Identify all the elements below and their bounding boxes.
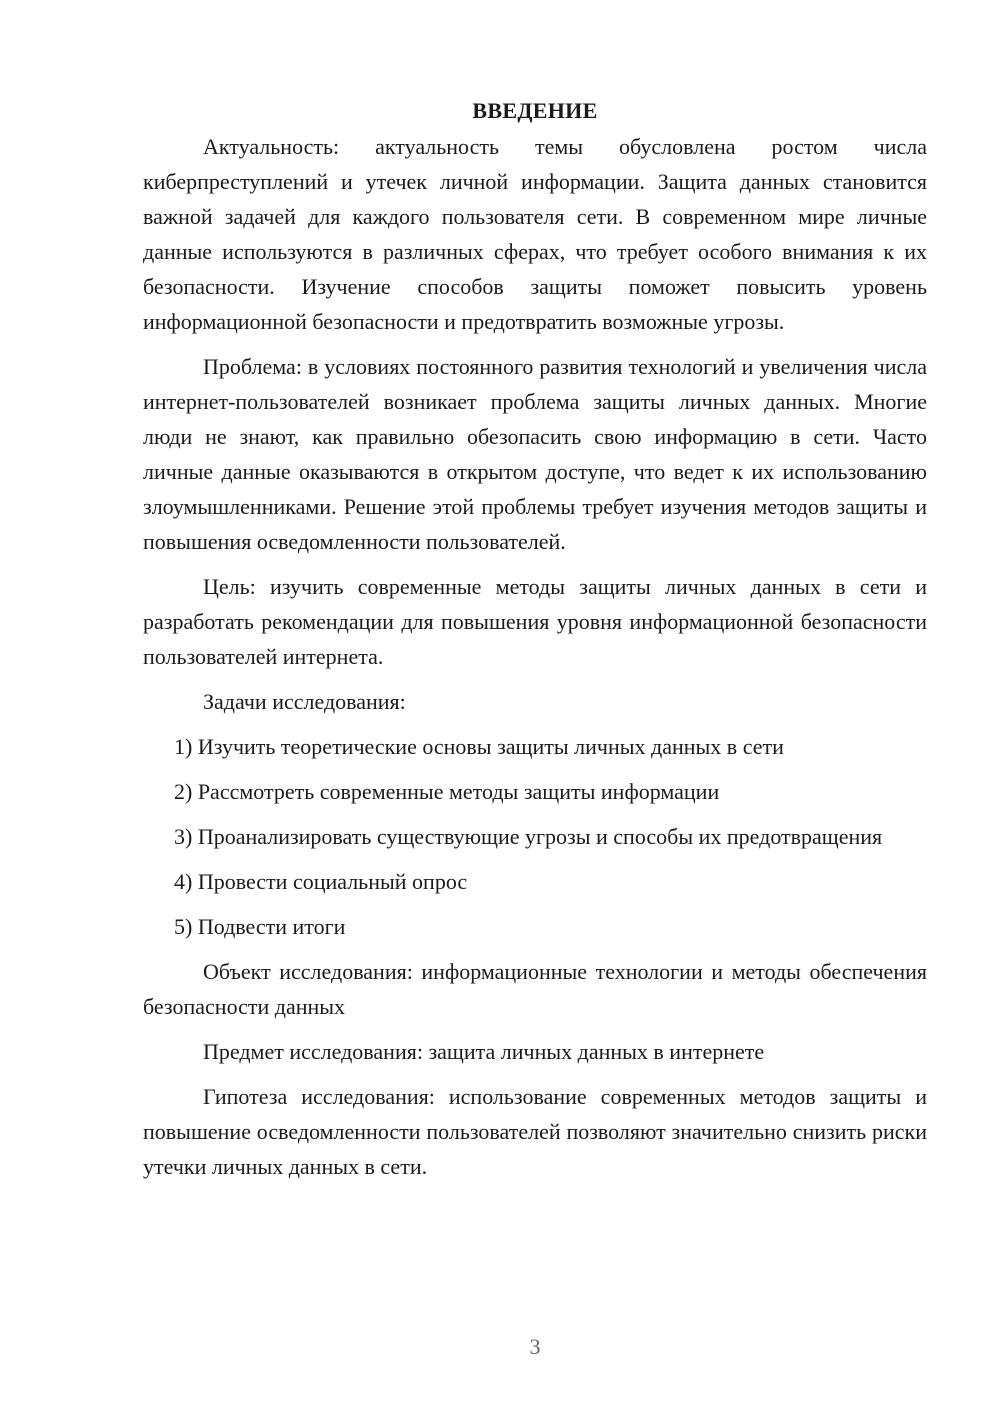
page-number: 3	[529, 1334, 541, 1359]
page-content	[143, 93, 927, 1194]
paragraph-goal: Цель: изучить современные методы защиты личных данных в сети и разработать рекомендации для повышения уровня информационной безопасности пользователей интернета.	[143, 574, 927, 669]
paragraph-object: Объект исследования: информационные технологии и методы обеспечения безопасности данных	[143, 959, 927, 1019]
task-item-5: 5) Подвести итоги	[174, 914, 346, 939]
task-item-2: 2) Рассмотреть современные методы защиты информации	[174, 779, 720, 804]
paragraph-problem: Проблема: в условиях постоянного развития технологий и увеличения числа интернет-пользователей возникает проблема защиты личных данных. Многие люди не знают, как правильно обезопасить свою информацию в сети. Часто личные данные оказываются в открытом доступе, что ведет к их использованию злоумышленниками. Решение этой проблемы требует изучения методов защиты и повышения осведомленности пользователей.	[143, 354, 927, 554]
paragraph-hypothesis: Гипотеза исследования: использование современных методов защиты и повышение осведомленности пользователей позволяют значительно снизить риски утечки личных данных в сети.	[143, 1084, 927, 1179]
task-item-1: 1) Изучить теоретические основы защиты личных данных в сети	[174, 734, 784, 759]
task-item-4: 4) Провести социальный опрос	[174, 869, 468, 894]
paragraph-relevance: Актуальность: актуальность темы обусловлена ростом числа киберпреступлений и утечек личной информации. Защита данных становится важной задачей для каждого пользователя сети. В современном мире личные данные используются в различных сферах, что требует особого внимания к их безопасности. Изучение способов защиты поможет повысить уровень информационной безопасности и предотвратить возможные угрозы.	[143, 134, 927, 334]
section-title: ВВЕДЕНИЕ	[472, 98, 598, 123]
paragraph-tasks-heading: Задачи исследования:	[203, 689, 406, 714]
task-item-3: 3) Проанализировать существующие угрозы и способы их предотвращения	[174, 824, 883, 849]
paragraph-subject: Предмет исследования: защита личных данных в интернете	[203, 1039, 765, 1064]
